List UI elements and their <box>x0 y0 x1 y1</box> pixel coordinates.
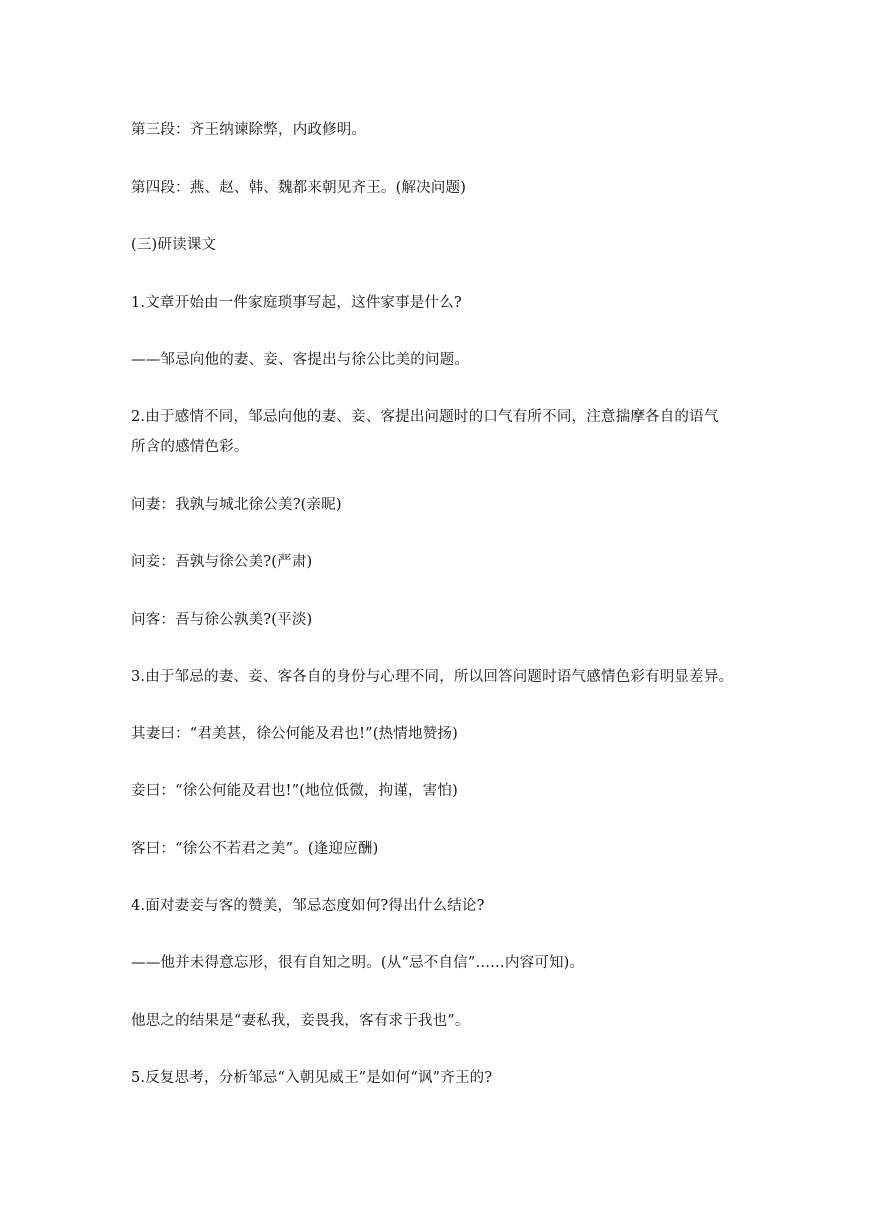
text-line: 第三段：齐王纳谏除弊，内政修明。 <box>131 122 367 138</box>
text-line: 妾曰：“徐公何能及君也!”(地位低微，拘谨，害怕) <box>131 783 458 799</box>
section-heading: (三)研读课文 <box>131 237 217 253</box>
text-line: 其妻曰：“君美甚，徐公何能及君也!”(热情地赞扬) <box>131 726 458 742</box>
text-line: 他思之的结果是“妻私我，妾畏我，客有求于我也”。 <box>131 1013 470 1029</box>
text-line: 客曰：“徐公不若君之美”。(逢迎应酬) <box>131 841 379 857</box>
text-line: 问妻：我孰与城北徐公美?(亲昵) <box>131 497 342 513</box>
text-line: 第四段：燕、赵、韩、魏都来朝见齐王。(解决问题) <box>131 180 467 196</box>
question-line-continued: 所含的感情色彩。 <box>131 439 249 455</box>
answer-line: ——他并未得意忘形，很有自知之明。(从“忌不自信”……内容可知)。 <box>131 955 585 971</box>
question-line: 5.反复思考，分析邹忌“入朝见威王”是如何“讽”齐王的? <box>131 1070 493 1086</box>
answer-line: ——邹忌向他的妻、妾、客提出与徐公比美的问题。 <box>131 352 470 368</box>
question-line: 4.面对妻妾与客的赞美，邹忌态度如何?得出什么结论? <box>131 898 485 914</box>
question-line: 3.由于邹忌的妻、妾、客各自的身份与心理不同，所以回答问题时语气感情色彩有明显差异。 <box>131 669 734 685</box>
question-line: 1.文章开始由一件家庭琐事写起，这件家事是什么? <box>131 295 462 311</box>
question-line: 2.由于感情不同，邹忌向他的妻、妾、客提出问题时的口气有所不同，注意揣摩各自的语气 <box>131 409 719 425</box>
text-line: 问妾：吾孰与徐公美?(严肃) <box>131 554 313 570</box>
text-line: 问客：吾与徐公孰美?(平淡) <box>131 612 313 628</box>
